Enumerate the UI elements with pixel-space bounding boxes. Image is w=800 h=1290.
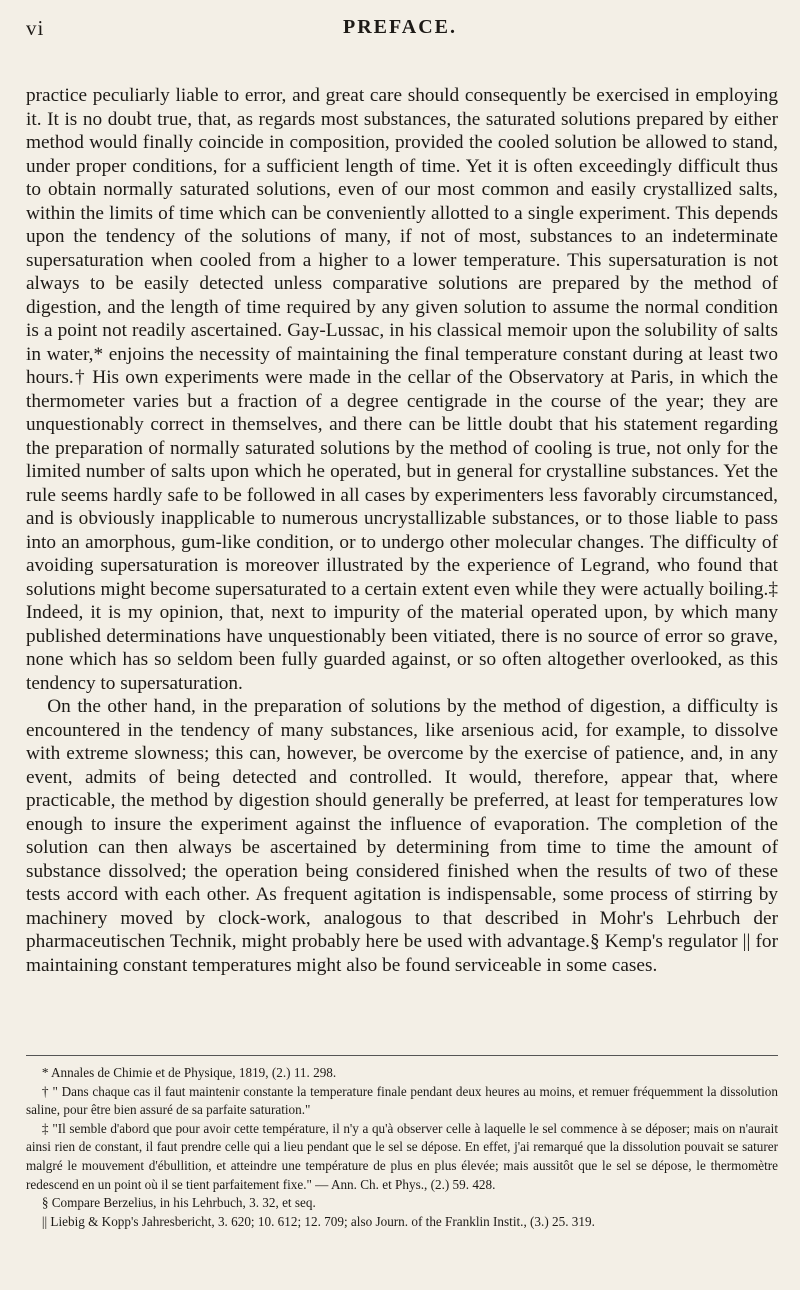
footnote: ‡ "Il semble d'abord que pour avoir cette température, il n'y a qu'à observer celle à laquelle le sel commence à se déposer; mais on n'aurait ainsi rien de constant, il faut prendre celle qui a lieu pendant que le sel se dépose. En effet, j'ai remarqué que la dissolution pouvait se saturer malgré le mouvement d'ébullition, et atteindre une température de plus en plus élevée; mais aussitôt que le sel se dépose, le thermomètre redescend en un point où il se tient parfaitement fixe." — Ann. Ch. et Phys., (2.) 59. 428.	[26, 1120, 778, 1192]
footnote: † " Dans chaque cas il faut maintenir constante la temperature finale pendant deux heures au moins, et remuer fréquemment la dissolution saline, pour être bien assuré de sa parfaite saturation."	[26, 1083, 778, 1118]
footnote: § Compare Berzelius, in his Lehrbuch, 3. 32, et seq.	[41, 1195, 316, 1211]
paragraph: practice peculiarly liable to error, and great care should consequently be exercised in employing it. It is no doubt true, that, as regards most substances, the saturated solutions prepared by either method would finally coincide in composition, provided the cooled solution be allowed to stand, under proper conditions, for a sufficient length of time. Yet it is often exceedingly difficult thus to obtain normally saturated solutions, even of our most common and easily crystallized salts, within the limits of time which can be conveniently allotted to a single experiment. This depends upon the tendency of the solutions of many, if not of most, substances to an indeterminate supersaturation when cooled from a higher to a lower temperature. This supersaturation is not always to be easily detected unless comparative solutions are prepared by the method of digestion, and the length of time required by any given solution to assume the normal condition is a point not readily ascertained. Gay-Lussac, in his classical memoir upon the solubility of salts in water,* enjoins the necessity of maintaining the final temperature constant during at least two hours.† His own experiments were made in the cellar of the Observatory at Paris, in which the thermometer varies but a fraction of a degree centigrade in the course of the year; they are unquestionably correct in themselves, and there can be little doubt that his statement regarding the preparation of normally saturated solutions by the method of cooling is true, not only for the limited number of salts upon which he operated, but in general for crystalline substances. Yet the rule seems hardly safe to be followed in all cases by experimenters less favorably circumstanced, and is obviously inapplicable to numerous uncrystallizable substances, or to those liable to pass into an amorphous, gum-like condition, or to undergo other molecular changes. The difficulty of avoiding supersaturation is moreover illustrated by the experience of Legrand, who found that solutions might become supersaturated to a certain extent even while they were actually boiling.‡ Indeed, it is my opinion, that, next to impurity of the material operated upon, by which many published determinations have unquestionably been vitiated, there is no source of error so grave, none which has so seldom been fully guarded against, or so often altogether overlooked, as this tendency to supersaturation.	[26, 85, 778, 694]
page-header	[26, 16, 774, 42]
paragraph: On the other hand, in the preparation of solutions by the method of digestion, a difficulty is encountered in the tendency of many substances, like arsenious acid, for example, to dissolve with extreme slowness; this can, however, be overcome by the exercise of patience, and, in any event, admits of being detected and controlled. It would, therefore, appear that, where practicable, the method by digestion should generally be preferred, at least for temperatures low enough to insure the experiment against the influence of evaporation. The completion of the solution can then always be ascertained by determining from time to time the amount of substance dissolved; the operation being considered finished when the results of two of these tests accord with each other. As frequent agitation is indispensable, some process of stirring by machinery moved by clock-work, analogous to that described in Mohr's Lehrbuch der pharmaceutischen Technik, might probably here be used with advantage.§ Kemp's regulator || for maintaining constant temperatures might also be found serviceable in some cases.	[26, 696, 778, 976]
footnote: || Liebig & Kopp's Jahresbericht, 3. 620; 10. 612; 12. 709; also Journ. of the Franklin Instit., (3.) 25. 319.	[41, 1213, 595, 1229]
footnote-divider	[26, 1055, 778, 1056]
footnote: * Annales de Chimie et de Physique, 1819, (2.) 11. 298.	[41, 1065, 337, 1080]
body-text	[26, 84, 778, 977]
page-number: vi	[26, 16, 45, 40]
running-head: PREFACE.	[343, 16, 457, 38]
footnotes	[26, 1064, 778, 1231]
